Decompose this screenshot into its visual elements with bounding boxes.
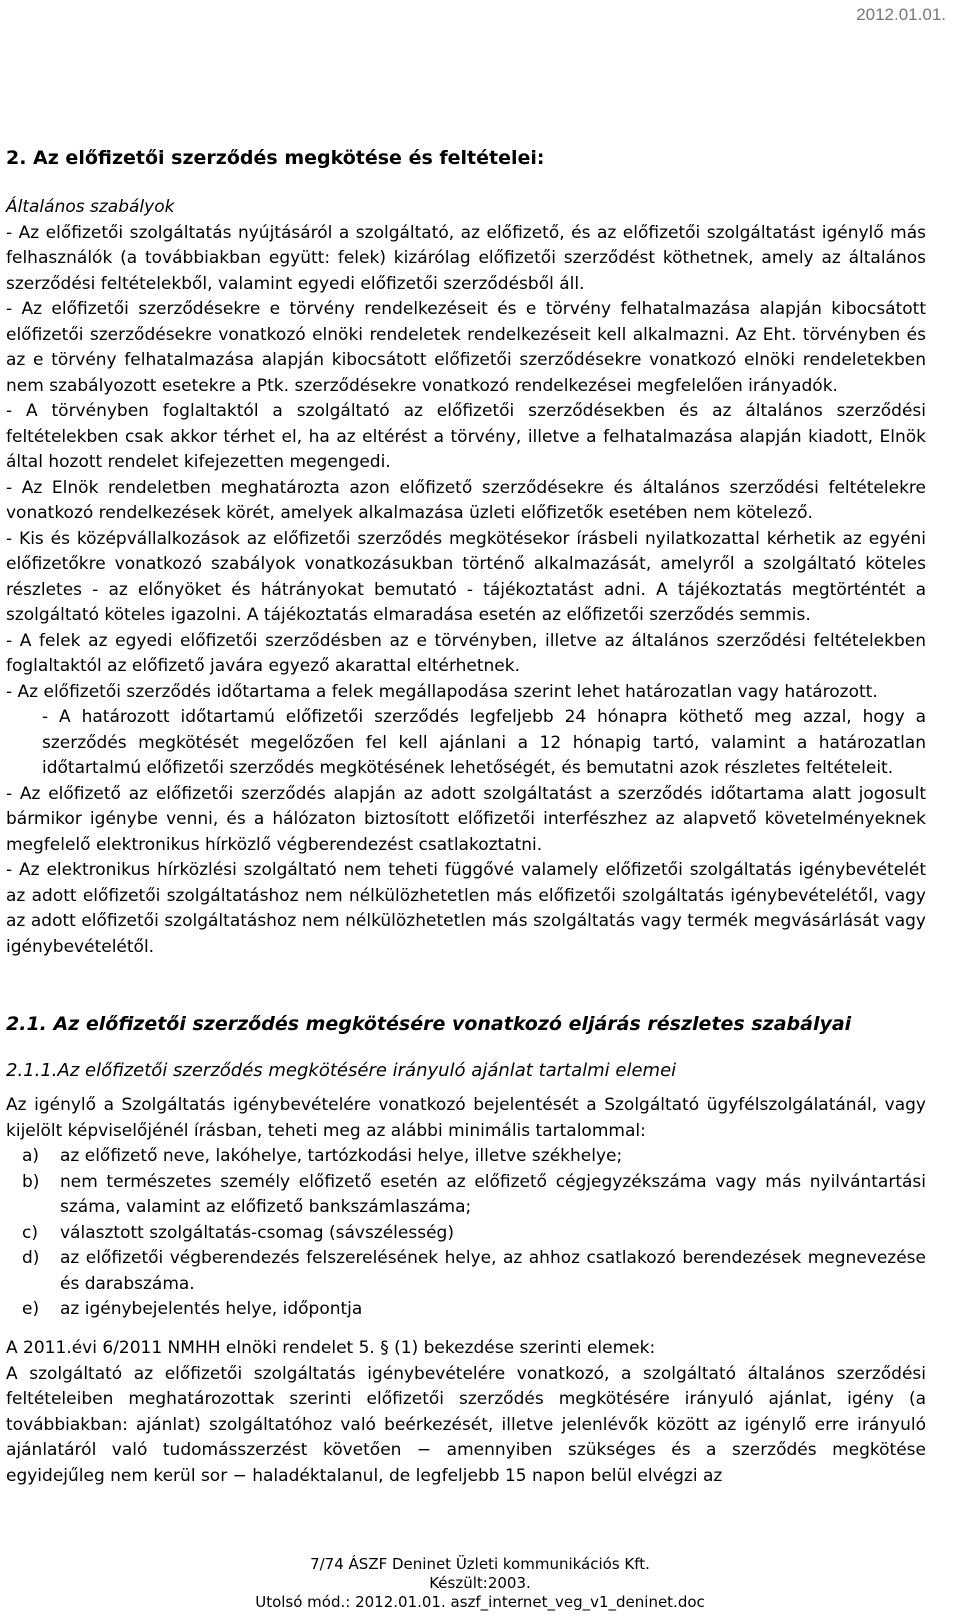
list-item-label: e) [22,1299,40,1319]
footer-created: Készült:2003. [429,1574,531,1592]
paragraph: - Az előfizetői szerződés időtartama a felek megállapodása szerint lehet határozatlan vagy határozott. [6,681,878,702]
paragraph: - Az Elnök rendeletben meghatározta azon előfizető szerződésekre és általános szerződési feltételekre vonatkozó rendelkezések körét, amelyek alkalmazása üzleti előfizetők esetében nem kötelező. [6,477,926,523]
regulation-paragraph: A szolgáltató az előfizetői szolgáltatás igénybevételére vonatkozó, a szolgáltató általános szerződési feltételeiben meghatározottak szerinti előfizetői szerződés megkötésére irányuló ajánlat, igény (a továbbiakban: ajánlat) szolgáltatóhoz való beérkezését, illetve jelenlévők között az igénylő erre irányuló ajánlatáról való tudomásszerzést követően − amennyiben szükséges és a szerződés megkötése egyidejűleg nem kerül sor − haladéktalanul, de legfeljebb 15 napon belül elvégzi az [6,1363,926,1486]
content-elements-list [6,1144,926,1323]
list-item-text: nem természetes személy előfizető esetén az előfizető cégjegyzékszáma vagy más nyilvántartási száma, valamint az előfizető bankszámlaszáma; [60,1171,926,1217]
list-item-label: d) [22,1248,40,1268]
list-item-label: c) [22,1222,38,1243]
regulation-reference: A 2011.évi 6/2011 NMHH elnöki rendelet 5. § (1) bekezdése szerinti elemek: [6,1338,656,1358]
list-item-label: b) [22,1171,40,1192]
list-item [6,1246,926,1297]
list-item-label: a) [22,1146,40,1166]
section-2-1-body [6,1093,926,1323]
list-item-text: az igénybejelentés helye, időpontja [60,1299,363,1319]
list-item-text: választott szolgáltatás-csomag (sávszélesség) [60,1222,454,1243]
list-item-text: az előfizető neve, lakóhelye, tartózkodási helye, illetve székhelye; [60,1146,623,1166]
header-date: 2012.01.01. [856,5,946,24]
paragraph: - Az elektronikus hírközlési szolgáltató nem teheti függővé valamely előfizetői szolgáltatás igénybevételét az adott előfizetői szolgáltatáshoz nem nélkülözhetetlen más előfizetői szolgáltatás igénybevételétől, vagy az adott előfizetői szolgáltatáshoz nem nélkülözhetetlen más szolgáltatás vagy termék megvásárlását vagy igénybevételétől. [6,860,926,957]
list-item [6,1170,926,1221]
indented-paragraph: - A határozott időtartamú előfizetői szerződés legfeljebb 24 hónapra köthető meg azzal, hogy a szerződés megkötését megelőzően fel kell ajánlani a 12 hónapig tartó, valamint a határozatlan időtartalmú előfizetői szerződés megkötésének lehetőségét, és bemutatni azok részletes feltételeit. [42,707,926,778]
list-item [6,1144,926,1170]
paragraph: - Az előfizetői szolgáltatás nyújtásáról a szolgáltató, az előfizető, és az előfizetői szolgáltatást igénylő más felhasználók (a továbbiakban együtt: felek) kizárólag előfizetői szerződést köthetnek, amely az általános szerződési feltételekből, valamint egyedi előfizetői szerződésből áll. [6,222,926,294]
paragraph: - Az előfizető az előfizetői szerződés alapján az adott szolgáltatást a szerződés időtartama alatt jogosult bármikor igénybe venni, és a hálózaton biztosított előfizetői interfészhez az alapvető követelményeknek megfelelő elektronikus hírközlő végberendezést csatlakoztatni. [6,783,926,855]
paragraph: - Az előfizetői szerződésekre e törvény rendelkezéseit és e törvény felhatalmazása alapján kibocsátott előfizetői szerződésekre vonatkozó elnöki rendeletek rendelkezéseit kell alkalmazni. Az Eht. törvényben és az e törvény felhatalmazása alapján kibocsátott előfizetői szerződésekre vonatkozó elnöki rendeletekben nem szabályozott esetekre a Ptk. szerződésekre vonatkozó rendelkezései megfelelően irányadók. [6,299,926,396]
footer-page-info: 7/74 ÁSZF Deninet Üzleti kommunikációs Kft. [310,1555,650,1573]
general-rules-subheading: Általános szabályok [6,197,175,217]
section-2-1-heading: 2.1. Az előfizetői szerződés megkötésére vonatkozó eljárás részletes szabályai [6,1013,852,1035]
section-2-1-1-heading: 2.1.1.Az előfizetői szerződés megkötésére irányuló ajánlat tartalmi elemei [6,1060,677,1081]
regulation-block [6,1336,926,1489]
intro-paragraph: Az igénylő a Szolgáltatás igénybevételére vonatkozó bejelentését a Szolgáltató ügyfélszolgálatánál, vagy kijelölt képviselőjénél írásban, teheti meg az alábbi minimális tartalommal: [6,1095,926,1141]
footer-modified: Utolsó mód.: 2012.01.01. aszf_internet_veg_v1_deninet.doc [255,1593,705,1611]
paragraph: - A törvényben foglaltaktól a szolgáltató az előfizetői szerződésekben és az általános szerződési feltételekben csak akkor térhet el, ha az eltérést a törvény, illetve a felhatalmazása alapján kiadott, Elnök által hozott rendelet kifejezetten megengedi. [6,401,926,472]
section-2-body [6,195,926,960]
list-item-text: az előfizetői végberendezés felszerelésének helye, az ahhoz csatlakozó berendezések megnevezése és darabszáma. [60,1248,926,1294]
footer [0,1555,960,1612]
list-item [6,1297,926,1323]
paragraph: - A felek az egyedi előfizetői szerződésben az e törvényben, illetve az általános szerződési feltételekben foglaltaktól az előfizető javára egyező akarattal eltérhetnek. [6,630,926,676]
paragraph: - Kis és középvállalkozások az előfizetői szerződés megkötésekor írásbeli nyilatkozattal kérhetik az egyéni előfizetőkre vonatkozó szabályok vonatkozásukban történő alkalmazását, amelyről a szolgáltató köteles részletes - az előnyöket és hátrányokat bemutató - tájékoztatást adni. A tájékoztatás megtörténtét a szolgáltató köteles igazolni. A tájékoztatás elmaradása esetén az előfizetői szerződés semmis. [6,528,926,625]
section-2-heading: 2. Az előfizetői szerződés megkötése és feltételei: [6,147,545,169]
list-item [6,1221,926,1247]
